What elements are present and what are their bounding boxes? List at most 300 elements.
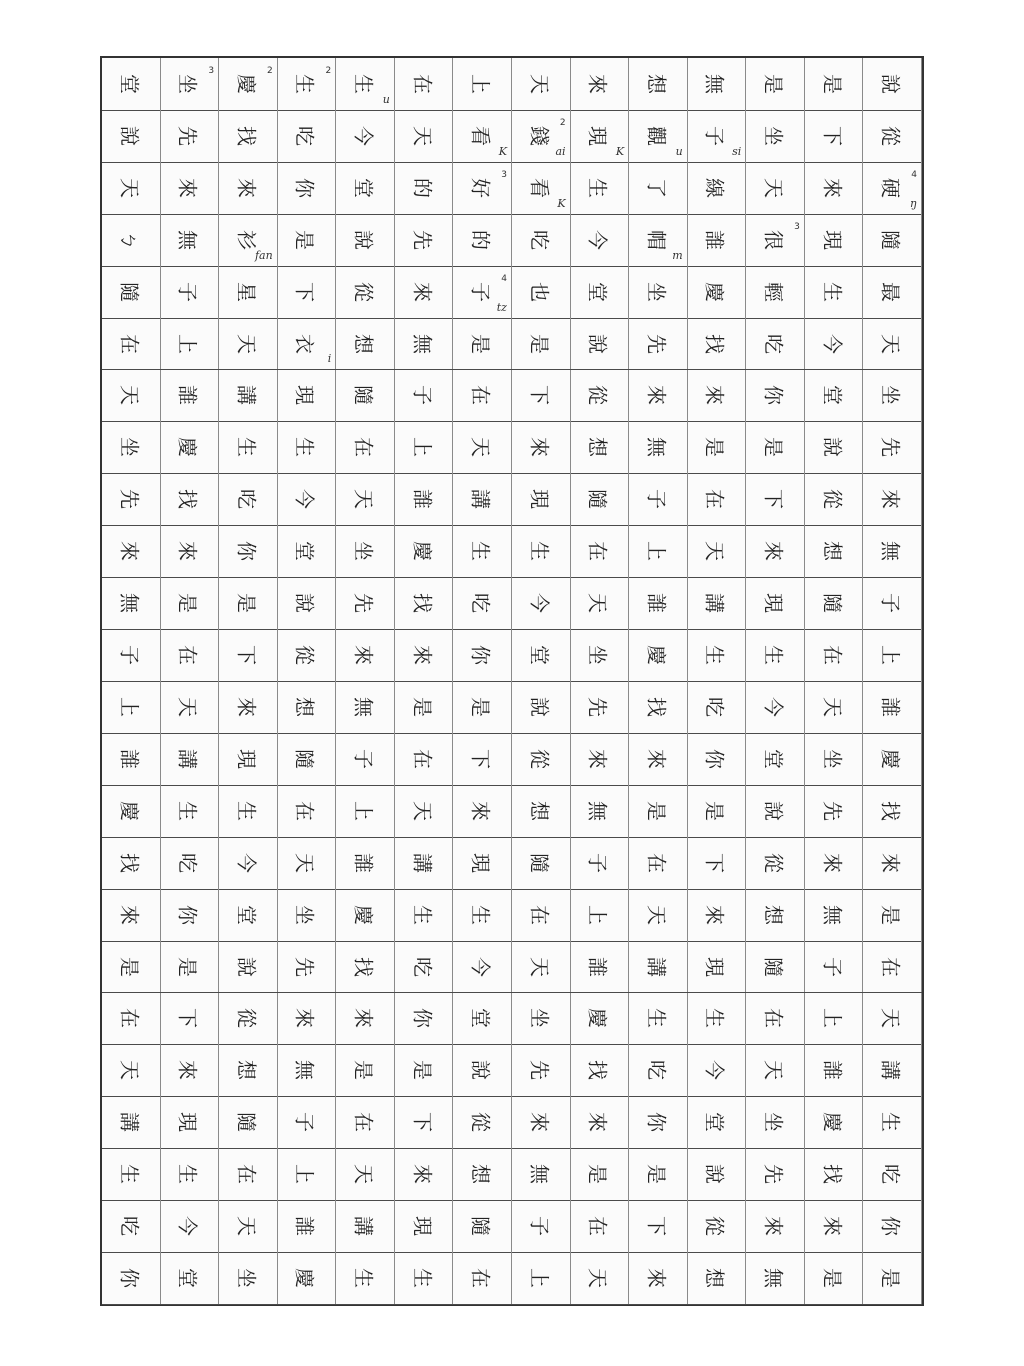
grid-cell — [863, 681, 922, 733]
character-glyph: 慶 — [292, 1268, 317, 1289]
grid-cell — [395, 421, 454, 473]
grid-cell — [102, 733, 161, 785]
grid-cell — [102, 525, 161, 577]
character-glyph: 天 — [351, 1164, 376, 1185]
grid-cell — [219, 733, 278, 785]
grid-cell — [161, 525, 220, 577]
grid-cell — [805, 525, 864, 577]
grid-cell — [863, 214, 922, 266]
character-glyph: 是 — [468, 696, 493, 717]
grid-cell — [629, 993, 688, 1045]
character-glyph: 現 — [585, 125, 610, 146]
character-glyph: 是 — [292, 229, 317, 250]
grid-cell — [453, 785, 512, 837]
grid-cell — [161, 681, 220, 733]
phonetic-annotation: fan — [254, 248, 273, 262]
tone-mark: 2 — [266, 66, 273, 76]
character-glyph: 在 — [468, 385, 493, 406]
character-glyph: 來 — [117, 541, 142, 562]
grid-cell — [278, 1148, 337, 1200]
grid-cell — [746, 1252, 805, 1304]
character-glyph: 來 — [410, 645, 435, 666]
character-glyph: 現 — [175, 1112, 200, 1133]
character-glyph: 吃 — [175, 852, 200, 873]
character-glyph: 是 — [175, 593, 200, 614]
character-glyph: 來 — [878, 852, 903, 873]
grid-cell — [336, 214, 395, 266]
character-glyph: 來 — [117, 904, 142, 925]
character-glyph: 上 — [878, 645, 903, 666]
character-glyph: 在 — [234, 1164, 259, 1185]
grid-cell — [278, 785, 337, 837]
grid-cell — [512, 266, 571, 318]
grid-cell — [571, 1096, 630, 1148]
character-glyph: 現 — [820, 229, 845, 250]
grid-cell — [161, 629, 220, 681]
grid-cell — [571, 889, 630, 941]
grid-cell — [629, 421, 688, 473]
grid-cell — [629, 1044, 688, 1096]
grid-cell — [571, 1252, 630, 1304]
grid-cell — [395, 266, 454, 318]
grid-cell — [863, 941, 922, 993]
grid-row — [102, 941, 922, 994]
character-glyph: 你 — [175, 904, 200, 925]
grid-cell — [102, 1096, 161, 1148]
grid-cell — [863, 993, 922, 1045]
grid-cell — [395, 370, 454, 422]
character-glyph: 先 — [820, 800, 845, 821]
character-glyph: 想 — [644, 73, 669, 94]
phonetic-annotation: u — [675, 144, 683, 158]
grid-cell — [571, 473, 630, 525]
grid-cell — [102, 266, 161, 318]
grid-cell — [278, 421, 337, 473]
character-glyph: 天 — [585, 593, 610, 614]
character-glyph: 講 — [468, 489, 493, 510]
character-glyph: 在 — [644, 852, 669, 873]
grid-cell — [863, 1096, 922, 1148]
grid-cell — [336, 1252, 395, 1304]
character-glyph: 是 — [761, 73, 786, 94]
grid-cell — [863, 889, 922, 941]
grid-cell — [688, 941, 747, 993]
character-glyph: 想 — [820, 541, 845, 562]
grid-cell — [571, 1148, 630, 1200]
grid-cell — [571, 525, 630, 577]
grid-cell — [161, 837, 220, 889]
grid-cell — [278, 993, 337, 1045]
character-glyph: 下 — [644, 1216, 669, 1237]
character-glyph: 來 — [820, 1216, 845, 1237]
grid-cell — [805, 889, 864, 941]
character-glyph: 找 — [410, 593, 435, 614]
character-glyph: 隨 — [585, 489, 610, 510]
grid-cell — [278, 525, 337, 577]
grid-cell — [395, 1044, 454, 1096]
character-glyph: 錢 — [527, 125, 552, 146]
grid-cell — [219, 525, 278, 577]
character-glyph: 想 — [468, 1164, 493, 1185]
grid-cell — [512, 1148, 571, 1200]
character-glyph: 現 — [234, 748, 259, 769]
character-glyph: 坐 — [117, 437, 142, 458]
character-glyph: 天 — [585, 1268, 610, 1289]
grid-cell — [863, 266, 922, 318]
character-glyph: 來 — [585, 1112, 610, 1133]
character-glyph: 是 — [644, 800, 669, 821]
grid-cell — [219, 318, 278, 370]
character-glyph: 講 — [351, 1216, 376, 1237]
grid-cell — [688, 162, 747, 214]
phonetic-annotation: i — [327, 352, 332, 366]
grid-cell — [746, 162, 805, 214]
grid-cell — [746, 1044, 805, 1096]
grid-cell — [805, 1044, 864, 1096]
grid-cell — [629, 681, 688, 733]
character-glyph: 慶 — [820, 1112, 845, 1133]
grid-cell — [746, 473, 805, 525]
character-glyph: 慶 — [234, 73, 259, 94]
grid-cell — [336, 162, 395, 214]
grid-cell — [453, 889, 512, 941]
character-glyph: 來 — [585, 748, 610, 769]
grid-cell — [571, 785, 630, 837]
grid-cell — [688, 266, 747, 318]
character-glyph: 來 — [410, 1164, 435, 1185]
grid-cell — [805, 214, 864, 266]
character-glyph: 無 — [761, 1268, 786, 1289]
grid-cell — [688, 421, 747, 473]
character-glyph: 現 — [761, 593, 786, 614]
grid-cell — [863, 421, 922, 473]
character-glyph: 天 — [527, 956, 552, 977]
character-glyph: 隨 — [351, 385, 376, 406]
character-glyph: 現 — [292, 385, 317, 406]
grid-cell — [688, 1200, 747, 1252]
character-glyph: 誰 — [410, 489, 435, 510]
grid-cell — [512, 577, 571, 629]
grid-cell — [395, 1148, 454, 1200]
grid-cell — [863, 473, 922, 525]
character-glyph: 來 — [761, 541, 786, 562]
character-glyph: 來 — [761, 1216, 786, 1237]
grid-cell — [863, 1148, 922, 1200]
character-glyph: 最 — [878, 281, 903, 302]
grid-cell — [863, 1200, 922, 1252]
character-glyph: 今 — [234, 852, 259, 873]
grid-cell — [102, 1200, 161, 1252]
phonetic-annotation: K — [498, 144, 507, 158]
grid-cell — [512, 214, 571, 266]
grid-row — [102, 733, 922, 786]
character-glyph: 說 — [820, 437, 845, 458]
grid-cell — [102, 1252, 161, 1304]
character-glyph: 先 — [175, 125, 200, 146]
character-glyph: 找 — [585, 1060, 610, 1081]
grid-cell — [336, 370, 395, 422]
character-glyph: 隨 — [820, 593, 845, 614]
grid-cell — [453, 318, 512, 370]
grid-cell — [571, 993, 630, 1045]
character-glyph: 先 — [527, 1060, 552, 1081]
grid-cell — [278, 1096, 337, 1148]
character-glyph: 找 — [878, 800, 903, 821]
grid-cell — [512, 110, 571, 162]
grid-cell — [278, 577, 337, 629]
grid-cell — [219, 1096, 278, 1148]
character-glyph: 先 — [117, 489, 142, 510]
grid-cell — [571, 941, 630, 993]
character-glyph: 你 — [761, 385, 786, 406]
grid-cell — [629, 266, 688, 318]
grid-cell — [571, 577, 630, 629]
grid-cell — [571, 421, 630, 473]
grid-cell — [805, 318, 864, 370]
grid-row — [102, 1096, 922, 1149]
grid-cell — [219, 1148, 278, 1200]
character-glyph: 堂 — [702, 1112, 727, 1133]
grid-cell — [629, 629, 688, 681]
character-glyph: 講 — [410, 852, 435, 873]
character-glyph: 隨 — [117, 281, 142, 302]
character-glyph: 來 — [878, 489, 903, 510]
character-glyph: 吃 — [234, 489, 259, 510]
character-glyph: 生 — [820, 281, 845, 302]
character-glyph: 今 — [468, 956, 493, 977]
character-glyph: 好 — [468, 177, 493, 198]
grid-cell — [746, 785, 805, 837]
character-glyph: 說 — [468, 1060, 493, 1081]
grid-cell — [571, 318, 630, 370]
character-glyph: 子 — [820, 956, 845, 977]
character-glyph: 無 — [702, 73, 727, 94]
grid-cell — [805, 577, 864, 629]
grid-cell — [453, 421, 512, 473]
character-glyph: 是 — [820, 73, 845, 94]
grid-cell — [102, 473, 161, 525]
character-glyph: 說 — [878, 73, 903, 94]
grid-cell — [453, 266, 512, 318]
grid-cell — [395, 318, 454, 370]
grid-cell — [746, 421, 805, 473]
character-glyph: 天 — [175, 696, 200, 717]
character-glyph: 來 — [175, 1060, 200, 1081]
grid-cell — [805, 785, 864, 837]
character-glyph: 無 — [644, 437, 669, 458]
character-glyph: 是 — [351, 1060, 376, 1081]
grid-cell — [102, 889, 161, 941]
grid-cell — [453, 941, 512, 993]
character-glyph: 生 — [468, 541, 493, 562]
grid-cell — [629, 837, 688, 889]
character-glyph: 說 — [702, 1164, 727, 1185]
character-glyph: 講 — [702, 593, 727, 614]
character-glyph: 來 — [820, 852, 845, 873]
grid-cell — [688, 1044, 747, 1096]
grid-cell — [395, 525, 454, 577]
grid-cell — [219, 941, 278, 993]
character-glyph: 慶 — [878, 748, 903, 769]
grid-cell — [453, 1200, 512, 1252]
character-glyph: 在 — [878, 956, 903, 977]
grid-cell — [161, 1096, 220, 1148]
character-glyph: 來 — [351, 645, 376, 666]
character-glyph: 生 — [468, 904, 493, 925]
grid-cell — [395, 629, 454, 681]
grid-cell — [746, 1200, 805, 1252]
grid-cell — [102, 577, 161, 629]
character-glyph: 帽 — [644, 229, 669, 250]
character-glyph: 生 — [585, 177, 610, 198]
grid-cell — [571, 214, 630, 266]
grid-cell — [219, 58, 278, 110]
grid-cell — [512, 785, 571, 837]
character-glyph: 慶 — [644, 645, 669, 666]
character-glyph: 誰 — [878, 696, 903, 717]
grid-cell — [336, 837, 395, 889]
grid-row — [102, 1148, 922, 1201]
character-glyph: 想 — [292, 696, 317, 717]
grid-cell — [102, 785, 161, 837]
character-glyph: 無 — [410, 333, 435, 354]
character-glyph: 子 — [351, 748, 376, 769]
character-glyph: 在 — [117, 333, 142, 354]
grid-cell — [395, 785, 454, 837]
character-glyph: 無 — [175, 229, 200, 250]
grid-cell — [688, 785, 747, 837]
character-glyph: 也 — [527, 281, 552, 302]
grid-cell — [278, 889, 337, 941]
character-glyph: 看 — [527, 177, 552, 198]
character-glyph: 你 — [234, 541, 259, 562]
character-glyph: 坐 — [820, 748, 845, 769]
grid-cell — [512, 889, 571, 941]
character-glyph: 輕 — [761, 281, 786, 302]
grid-cell — [571, 837, 630, 889]
grid-cell — [512, 162, 571, 214]
grid-cell — [512, 1096, 571, 1148]
grid-cell — [278, 629, 337, 681]
character-glyph: 講 — [878, 1060, 903, 1081]
grid-cell — [278, 58, 337, 110]
grid-cell — [161, 473, 220, 525]
character-glyph: 的 — [410, 177, 435, 198]
grid-cell — [746, 577, 805, 629]
character-glyph: 在 — [820, 645, 845, 666]
grid-cell — [805, 629, 864, 681]
grid-cell — [161, 266, 220, 318]
character-glyph: 找 — [820, 1164, 845, 1185]
grid-row — [102, 1044, 922, 1097]
character-glyph: 今 — [292, 489, 317, 510]
character-glyph: 上 — [175, 333, 200, 354]
grid-cell — [688, 58, 747, 110]
character-glyph: 吃 — [410, 956, 435, 977]
character-glyph: 今 — [527, 593, 552, 614]
character-glyph: 天 — [410, 125, 435, 146]
character-glyph: 在 — [468, 1268, 493, 1289]
character-glyph: 天 — [351, 489, 376, 510]
character-glyph: 今 — [175, 1216, 200, 1237]
character-glyph: 下 — [410, 1112, 435, 1133]
character-glyph: 來 — [644, 1268, 669, 1289]
character-glyph: 線 — [702, 177, 727, 198]
grid-cell — [219, 266, 278, 318]
grid-cell — [161, 993, 220, 1045]
character-glyph: 你 — [644, 1112, 669, 1133]
character-glyph: 從 — [702, 1216, 727, 1237]
grid-cell — [746, 889, 805, 941]
grid-cell — [629, 525, 688, 577]
grid-cell — [512, 1044, 571, 1096]
character-glyph: 找 — [117, 852, 142, 873]
grid-cell — [102, 370, 161, 422]
character-glyph: 今 — [820, 333, 845, 354]
character-glyph: 來 — [351, 1008, 376, 1029]
grid-cell — [395, 162, 454, 214]
character-glyph: 想 — [234, 1060, 259, 1081]
grid-cell — [571, 681, 630, 733]
character-glyph: 來 — [292, 1008, 317, 1029]
grid-cell — [512, 1252, 571, 1304]
character-glyph: 生 — [351, 1268, 376, 1289]
character-glyph: 無 — [878, 541, 903, 562]
character-glyph: 天 — [644, 904, 669, 925]
grid-cell — [219, 785, 278, 837]
character-glyph: 是 — [410, 1060, 435, 1081]
character-glyph: 來 — [527, 1112, 552, 1133]
grid-cell — [161, 214, 220, 266]
character-glyph: 隨 — [468, 1216, 493, 1237]
character-glyph: 慶 — [585, 1008, 610, 1029]
character-glyph: 坐 — [761, 1112, 786, 1133]
grid-cell — [102, 214, 161, 266]
grid-cell — [453, 1148, 512, 1200]
grid-cell — [161, 577, 220, 629]
character-glyph: 吃 — [761, 333, 786, 354]
grid-cell — [102, 993, 161, 1045]
character-glyph: 堂 — [234, 904, 259, 925]
grid-row — [102, 993, 922, 1046]
character-glyph: 找 — [234, 125, 259, 146]
character-glyph: 子 — [585, 852, 610, 873]
grid-cell — [161, 733, 220, 785]
grid-cell — [863, 577, 922, 629]
character-glyph: 吃 — [702, 696, 727, 717]
character-glyph: 慶 — [175, 437, 200, 458]
grid-cell — [688, 577, 747, 629]
grid-cell — [219, 162, 278, 214]
grid-cell — [395, 110, 454, 162]
character-glyph: 坐 — [527, 1008, 552, 1029]
grid-cell — [102, 681, 161, 733]
grid-cell — [102, 162, 161, 214]
grid-cell — [161, 889, 220, 941]
grid-cell — [863, 1044, 922, 1096]
grid-cell — [571, 629, 630, 681]
grid-cell — [336, 1096, 395, 1148]
grid-cell — [746, 941, 805, 993]
character-glyph: 硬 — [878, 177, 903, 198]
character-glyph: 子 — [878, 593, 903, 614]
grid-cell — [746, 629, 805, 681]
grid-cell — [453, 58, 512, 110]
grid-cell — [102, 58, 161, 110]
character-glyph: 無 — [820, 904, 845, 925]
grid-cell — [395, 577, 454, 629]
grid-cell — [629, 370, 688, 422]
